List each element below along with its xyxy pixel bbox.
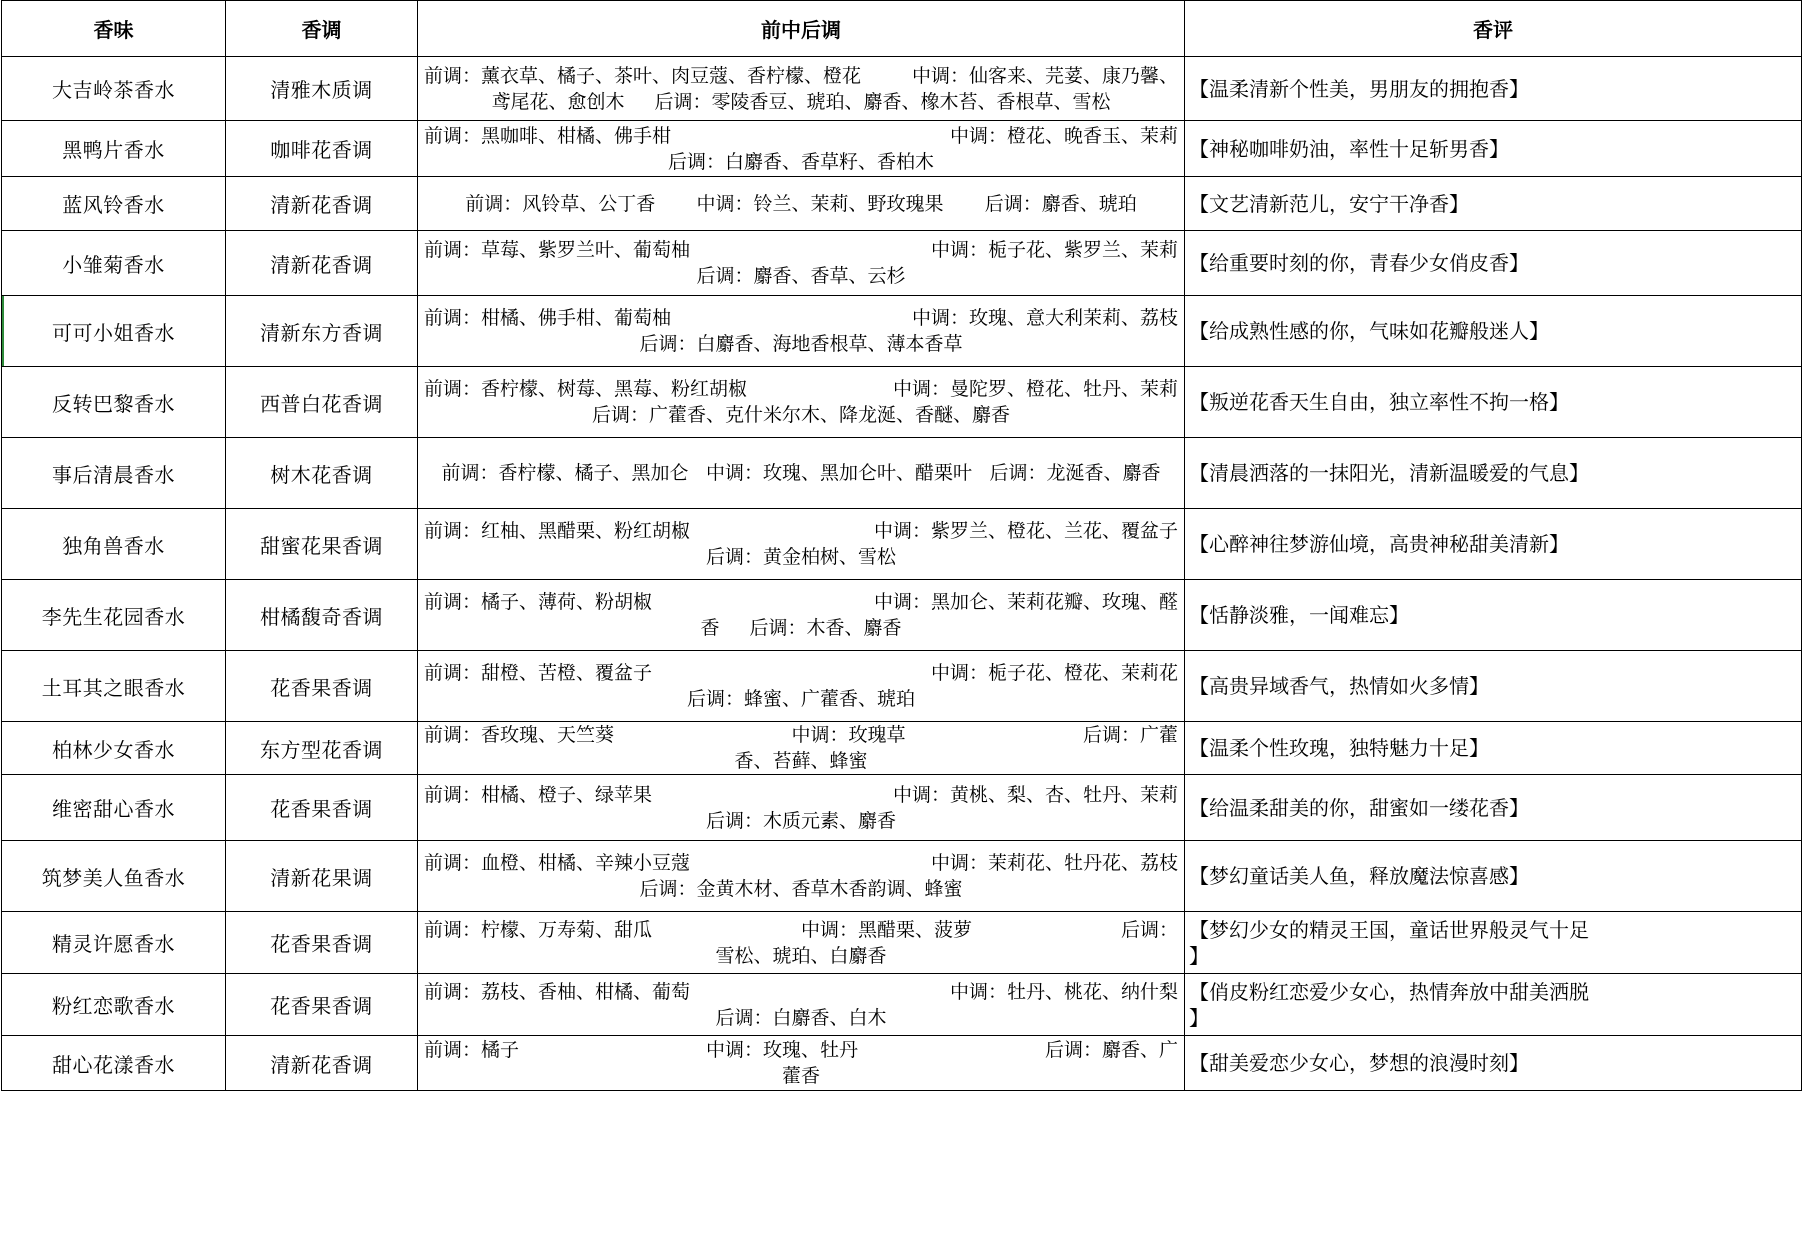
review-text: 【恬静淡雅，一闻难忘】 — [1189, 603, 1409, 627]
notes-segment: 中调：铃兰、茉莉、野玫瑰果 — [696, 192, 944, 215]
perfume-table — [1, 0, 1802, 1091]
notes-line — [424, 331, 1178, 357]
notes-segment: 前调：风铃草、公丁香 — [465, 192, 656, 215]
notes-segment: 后调：黄金柏树、雪松 — [705, 546, 896, 568]
cell-review[interactable] — [1185, 177, 1802, 231]
cell-perfume-name[interactable]: 可可小姐香水 — [2, 296, 226, 367]
cell-perfume-name[interactable]: 粉红恋歌香水 — [2, 974, 226, 1036]
notes-segment: 中调：玫瑰、黑加仑叶、醋栗叶 — [705, 462, 972, 484]
cell-review[interactable] — [1185, 296, 1802, 367]
cell-accord[interactable]: 清新花香调 — [226, 177, 418, 231]
notes-line — [424, 876, 1178, 902]
cell-notes[interactable] — [418, 177, 1185, 231]
notes-segment: 后调： — [1120, 918, 1178, 941]
review-text: 【清晨洒落的一抹阳光，清新温暖爱的气息】 — [1189, 461, 1589, 485]
notes-segment: 雪松、琥珀、白麝香 — [715, 944, 887, 967]
table-row — [2, 231, 1802, 296]
notes-segment: 中调：黄桃、梨、杏、牡丹、茉莉 — [892, 783, 1178, 806]
notes-segment: 后调：麝香、广 — [1044, 1039, 1178, 1061]
notes-segment: 前调：橘子、薄荷、粉胡椒 — [424, 591, 653, 613]
table-row — [2, 912, 1802, 974]
notes-line — [424, 686, 1178, 712]
cell-perfume-name[interactable]: 蓝风铃香水 — [2, 177, 226, 231]
cell-notes[interactable] — [418, 296, 1185, 367]
cell-perfume-name[interactable]: 独角兽香水 — [2, 509, 226, 580]
notes-line — [424, 402, 1178, 428]
header-review[interactable]: 香评 — [1185, 1, 1802, 57]
cell-perfume-name[interactable]: 柏林少女香水 — [2, 722, 226, 775]
notes-line — [424, 518, 1178, 544]
notes-line — [424, 544, 1178, 570]
cell-review[interactable] — [1185, 580, 1802, 651]
review-text: 【文艺清新范儿，安宁干净香】 — [1189, 191, 1469, 216]
cell-review[interactable] — [1185, 57, 1802, 121]
review-text: 【温柔清新个性美，男朋友的拥抱香】 — [1189, 76, 1529, 101]
table-row — [2, 974, 1802, 1036]
table-row — [2, 57, 1802, 121]
cell-review[interactable] — [1185, 438, 1802, 509]
notes-segment: 鸢尾花、愈创木 — [491, 90, 625, 113]
cell-accord[interactable]: 花香果香调 — [226, 775, 418, 841]
cell-accord[interactable]: 花香果香调 — [226, 912, 418, 974]
table-row — [2, 775, 1802, 841]
notes-segment: 前调：荔枝、香柚、柑橘、葡萄 — [424, 980, 691, 1003]
cell-perfume-name[interactable]: 事后清晨香水 — [2, 438, 226, 509]
cell-perfume-name[interactable]: 大吉岭茶香水 — [2, 57, 226, 121]
cell-accord[interactable]: 甜蜜花果香调 — [226, 509, 418, 580]
cell-review[interactable] — [1185, 722, 1802, 775]
notes-segment: 中调：黑醋栗、菠萝 — [800, 918, 972, 941]
table-row — [2, 509, 1802, 580]
cell-accord[interactable]: 清新花香调 — [226, 1036, 418, 1091]
cell-accord[interactable]: 花香果香调 — [226, 651, 418, 722]
notes-line — [424, 460, 1178, 486]
cell-review[interactable] — [1185, 121, 1802, 177]
notes-segment: 前调：血橙、柑橘、辛辣小豆蔻 — [424, 852, 691, 874]
table-body — [2, 57, 1802, 1091]
notes-segment: 中调：玫瑰、牡丹 — [705, 1039, 858, 1061]
notes-segment: 前调：黑咖啡、柑橘、佛手柑 — [424, 124, 672, 147]
notes-segment: 后调：白麝香、白木 — [715, 1006, 887, 1029]
cell-notes[interactable] — [418, 651, 1185, 722]
cell-perfume-name[interactable]: 维密甜心香水 — [2, 775, 226, 841]
notes-line — [424, 660, 1178, 686]
notes-segment: 前调：柑橘、佛手柑、葡萄柚 — [424, 307, 672, 329]
cell-accord[interactable]: 花香果香调 — [226, 974, 418, 1036]
notes-segment: 前调：香柠檬、树莓、黑莓、粉红胡椒 — [424, 378, 748, 400]
notes-segment: 香、苔藓、蜂蜜 — [734, 750, 868, 772]
cell-perfume-name[interactable]: 李先生花园香水 — [2, 580, 226, 651]
cell-review[interactable] — [1185, 231, 1802, 296]
cell-accord[interactable]: 清新东方香调 — [226, 296, 418, 367]
notes-line — [424, 123, 1178, 149]
notes-line — [424, 191, 1178, 217]
cell-notes[interactable] — [418, 775, 1185, 841]
cell-review[interactable] — [1185, 775, 1802, 841]
cell-accord[interactable]: 树木花香调 — [226, 438, 418, 509]
notes-segment: 后调：广藿香、克什米尔木、降龙涎、香醚、麝香 — [591, 404, 1010, 426]
notes-segment: 前调：橘子 — [424, 1039, 520, 1061]
cell-notes[interactable] — [418, 57, 1185, 121]
review-text: 【给温柔甜美的你，甜蜜如一缕花香】 — [1189, 795, 1529, 820]
cell-notes[interactable] — [418, 438, 1185, 509]
notes-segment: 后调：白麝香、香草籽、香柏木 — [667, 150, 934, 173]
notes-segment: 中调：紫罗兰、橙花、兰花、覆盆子 — [873, 520, 1178, 542]
cell-review[interactable] — [1185, 1036, 1802, 1091]
cell-perfume-name[interactable]: 精灵许愿香水 — [2, 912, 226, 974]
notes-segment: 中调：橙花、晚香玉、茉莉 — [949, 124, 1178, 147]
review-text-wrap: 】 — [1189, 1005, 1209, 1030]
cell-accord[interactable]: 西普白花香调 — [226, 367, 418, 438]
header-name[interactable]: 香味 — [2, 1, 226, 57]
cell-perfume-name[interactable]: 筑梦美人鱼香水 — [2, 841, 226, 912]
notes-line — [424, 979, 1178, 1005]
notes-segment: 藿香 — [781, 1065, 820, 1087]
notes-segment: 前调：甜橙、苦橙、覆盆子 — [424, 662, 653, 684]
cell-review[interactable] — [1185, 651, 1802, 722]
cell-notes[interactable] — [418, 841, 1185, 912]
cell-perfume-name[interactable]: 小雏菊香水 — [2, 231, 226, 296]
cell-accord[interactable]: 东方型花香调 — [226, 722, 418, 775]
notes-segment: 后调：麝香、香草、云杉 — [696, 265, 906, 287]
notes-segment: 后调：广藿 — [1082, 724, 1178, 746]
cell-notes[interactable] — [418, 121, 1185, 177]
notes-segment: 中调：黑加仑、茉莉花瓣、玫瑰、醛 — [873, 591, 1178, 613]
notes-line — [424, 722, 1178, 748]
notes-line — [424, 943, 1178, 969]
notes-line — [424, 237, 1178, 263]
notes-line — [424, 748, 1178, 774]
notes-segment: 前调：红柚、黑醋栗、粉红胡椒 — [424, 520, 691, 542]
notes-line — [424, 850, 1178, 876]
review-text: 【神秘咖啡奶油，率性十足斩男香】 — [1189, 136, 1509, 161]
notes-segment: 后调：蜂蜜、广藿香、琥珀 — [686, 688, 915, 710]
cell-perfume-name[interactable]: 甜心花漾香水 — [2, 1036, 226, 1091]
notes-line — [424, 263, 1178, 289]
notes-segment: 中调：玫瑰、意大利茉莉、荔枝 — [911, 307, 1178, 329]
review-text: 【心醉神往梦游仙境，高贵神秘甜美清新】 — [1189, 532, 1569, 556]
cell-review[interactable] — [1185, 841, 1802, 912]
notes-segment: 后调：金黄木材、香草木香韵调、蜂蜜 — [639, 878, 963, 900]
notes-segment: 前调：薰衣草、橘子、茶叶、肉豆蔻、香柠檬、橙花 — [424, 64, 862, 87]
notes-segment: 中调：玫瑰草 — [791, 724, 906, 746]
cell-review[interactable] — [1185, 509, 1802, 580]
table-row — [2, 177, 1802, 231]
notes-segment: 后调：龙涎香、麝香 — [989, 462, 1161, 484]
cell-accord[interactable]: 柑橘馥奇香调 — [226, 580, 418, 651]
sheet-bottom-strip — [0, 1248, 1805, 1259]
notes-segment: 中调：茉莉花、牡丹花、荔枝 — [930, 852, 1178, 874]
notes-line — [424, 1005, 1178, 1031]
notes-segment: 前调：草莓、紫罗兰叶、葡萄柚 — [424, 239, 691, 261]
notes-segment: 前调：香玫瑰、天竺葵 — [424, 724, 615, 746]
notes-line — [424, 89, 1178, 115]
cell-accord[interactable]: 清新花果调 — [226, 841, 418, 912]
review-text: 【俏皮粉红恋爱少女心，热情奔放中甜美洒脱 — [1189, 979, 1589, 1004]
cell-notes[interactable] — [418, 912, 1185, 974]
cell-perfume-name[interactable]: 反转巴黎香水 — [2, 367, 226, 438]
review-text: 【梦幻童话美人鱼，释放魔法惊喜感】 — [1189, 864, 1529, 888]
cell-perfume-name[interactable]: 土耳其之眼香水 — [2, 651, 226, 722]
header-notes[interactable]: 前中后调 — [418, 1, 1185, 57]
notes-segment: 中调：栀子花、橙花、茉莉花 — [930, 662, 1178, 684]
notes-segment: 前调：柠檬、万寿菊、甜瓜 — [424, 918, 653, 941]
table-row — [2, 367, 1802, 438]
review-text: 【温柔个性玫瑰，独特魅力十足】 — [1189, 736, 1489, 760]
notes-line — [424, 376, 1178, 402]
notes-segment: 前调：柑橘、橙子、绿苹果 — [424, 783, 653, 806]
notes-segment: 后调：零陵香豆、琥珀、麝香、橡木苔、香根草、雪松 — [654, 90, 1111, 113]
notes-line — [424, 589, 1178, 615]
review-text: 【高贵异域香气，热情如火多情】 — [1189, 674, 1489, 698]
notes-segment: 后调：白麝香、海地香根草、薄本香草 — [639, 333, 963, 355]
review-text: 【甜美爱恋少女心，梦想的浪漫时刻】 — [1189, 1051, 1529, 1075]
table-row — [2, 1036, 1802, 1091]
table-row — [2, 121, 1802, 177]
header-row — [2, 1, 1802, 57]
notes-line — [424, 917, 1178, 943]
cell-accord[interactable]: 清雅木质调 — [226, 57, 418, 121]
table-row — [2, 580, 1802, 651]
notes-segment: 香 — [700, 617, 720, 639]
table-row — [2, 438, 1802, 509]
table-row — [2, 651, 1802, 722]
cell-accord[interactable]: 咖啡花香调 — [226, 121, 418, 177]
notes-segment: 后调：木质元素、麝香 — [705, 809, 896, 832]
cell-review[interactable] — [1185, 912, 1802, 974]
cell-perfume-name[interactable]: 黑鸭片香水 — [2, 121, 226, 177]
cell-notes[interactable] — [418, 509, 1185, 580]
notes-segment: 中调：曼陀罗、橙花、牡丹、茉莉 — [892, 378, 1178, 400]
notes-segment: 后调：麝香、琥珀 — [984, 192, 1137, 215]
notes-line — [424, 782, 1178, 808]
table-row — [2, 296, 1802, 367]
table-row — [2, 722, 1802, 775]
notes-segment: 后调：木香、麝香 — [749, 617, 902, 639]
notes-segment: 中调：牡丹、桃花、纳什梨 — [949, 980, 1178, 1003]
table-row — [2, 841, 1802, 912]
cell-notes[interactable] — [418, 722, 1185, 775]
notes-line — [424, 305, 1178, 331]
header-accord[interactable]: 香调 — [226, 1, 418, 57]
review-text: 【给重要时刻的你，青春少女俏皮香】 — [1189, 251, 1529, 275]
notes-segment: 中调：仙客来、芫荽、康乃馨、 — [911, 64, 1178, 87]
review-text: 【叛逆花香天生自由，独立率性不拘一格】 — [1189, 390, 1569, 414]
notes-line — [424, 1063, 1178, 1089]
notes-line — [424, 63, 1178, 89]
cell-review[interactable] — [1185, 367, 1802, 438]
cell-review[interactable] — [1185, 974, 1802, 1036]
review-text-wrap: 】 — [1189, 943, 1209, 968]
notes-segment: 中调：栀子花、紫罗兰、茉莉 — [930, 239, 1178, 261]
cell-accord[interactable]: 清新花香调 — [226, 231, 418, 296]
cell-notes[interactable] — [418, 974, 1185, 1036]
review-text: 【梦幻少女的精灵王国，童话世界般灵气十足 — [1189, 917, 1589, 942]
review-text: 【给成熟性感的你，气味如花瓣般迷人】 — [1189, 319, 1549, 343]
notes-line — [424, 149, 1178, 175]
notes-line — [424, 615, 1178, 641]
notes-line — [424, 808, 1178, 834]
notes-line — [424, 1037, 1178, 1063]
notes-segment: 前调：香柠檬、橘子、黑加仑 — [441, 462, 689, 484]
cell-notes[interactable] — [418, 580, 1185, 651]
cell-notes[interactable] — [418, 1036, 1185, 1091]
cell-notes[interactable] — [418, 231, 1185, 296]
cell-notes[interactable] — [418, 367, 1185, 438]
